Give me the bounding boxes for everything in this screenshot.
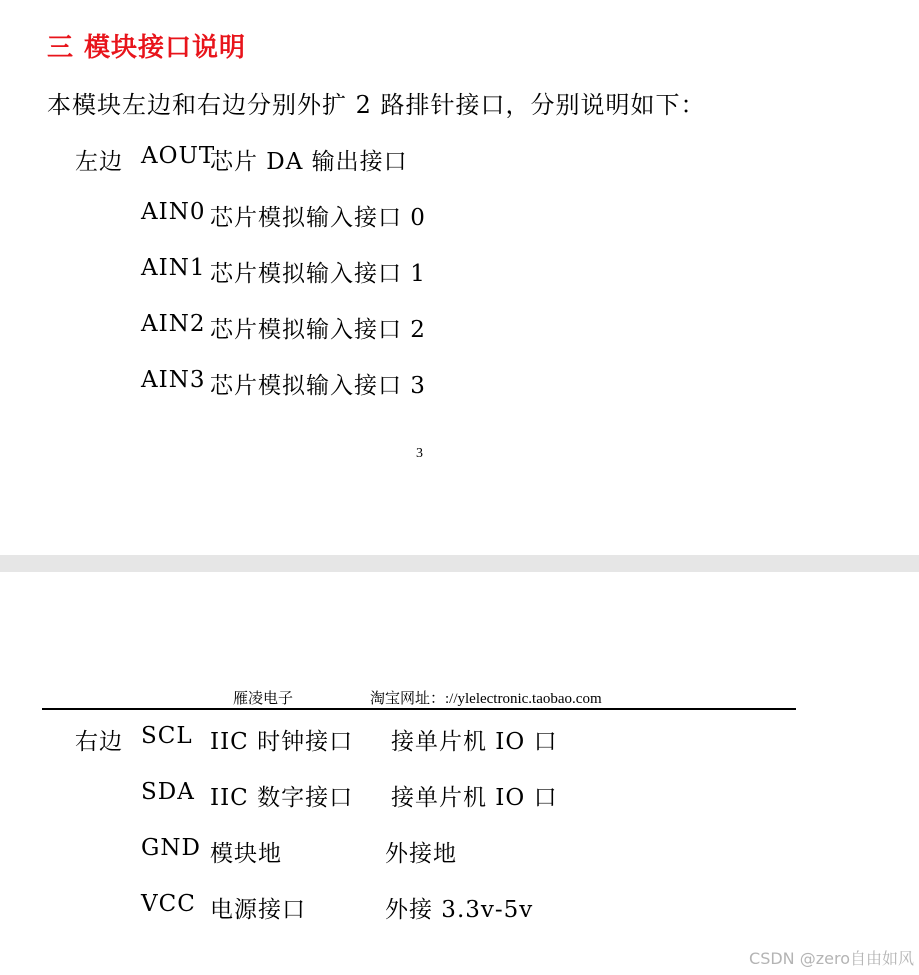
pin-description: 芯片模拟输入接口 2 xyxy=(210,317,426,343)
running-header-company: 雁凌电子 xyxy=(233,691,294,707)
page-separator xyxy=(0,555,919,572)
pin-name: GND xyxy=(141,835,201,861)
pin-name: AIN1 xyxy=(141,255,206,281)
left-side-label: 左边 xyxy=(75,149,123,175)
pin-name: SDA xyxy=(141,779,195,805)
pin-description: IIC 时钟接口 xyxy=(210,729,354,755)
pin-description: 芯片模拟输入接口 0 xyxy=(210,205,426,231)
pin-description: 芯片 DA 输出接口 xyxy=(210,149,408,175)
pin-name: AOUT xyxy=(141,143,216,169)
section-heading: 三 模块接口说明 xyxy=(47,33,247,63)
pin-description: 芯片模拟输入接口 1 xyxy=(210,261,426,287)
pin-description: 芯片模拟输入接口 3 xyxy=(210,373,426,399)
pin-connection-note: 外接 3.3v-5v xyxy=(385,897,534,923)
pin-name: AIN2 xyxy=(141,311,206,337)
pin-connection-note: 外接地 xyxy=(385,841,457,867)
document-page-4 xyxy=(0,572,919,975)
running-header-shop-url: 淘宝网址：://ylelectronic.taobao.com xyxy=(370,691,602,707)
pin-name: AIN0 xyxy=(141,199,206,225)
pin-name: SCL xyxy=(141,723,193,749)
pin-description: 模块地 xyxy=(210,841,282,867)
pin-name: AIN3 xyxy=(141,367,206,393)
header-rule xyxy=(42,708,796,710)
csdn-watermark: CSDN @zero自由如风 xyxy=(749,949,914,968)
pin-connection-note: 接单片机 IO 口 xyxy=(391,785,558,811)
pin-description: IIC 数字接口 xyxy=(210,785,354,811)
pin-connection-note: 接单片机 IO 口 xyxy=(391,729,558,755)
pin-description: 电源接口 xyxy=(210,897,306,923)
page-number: 3 xyxy=(416,446,423,461)
intro-paragraph: 本模块左边和右边分别外扩 2 路排针接口，分别说明如下： xyxy=(47,91,706,119)
pin-name: VCC xyxy=(141,891,196,917)
right-side-label: 右边 xyxy=(75,729,123,755)
